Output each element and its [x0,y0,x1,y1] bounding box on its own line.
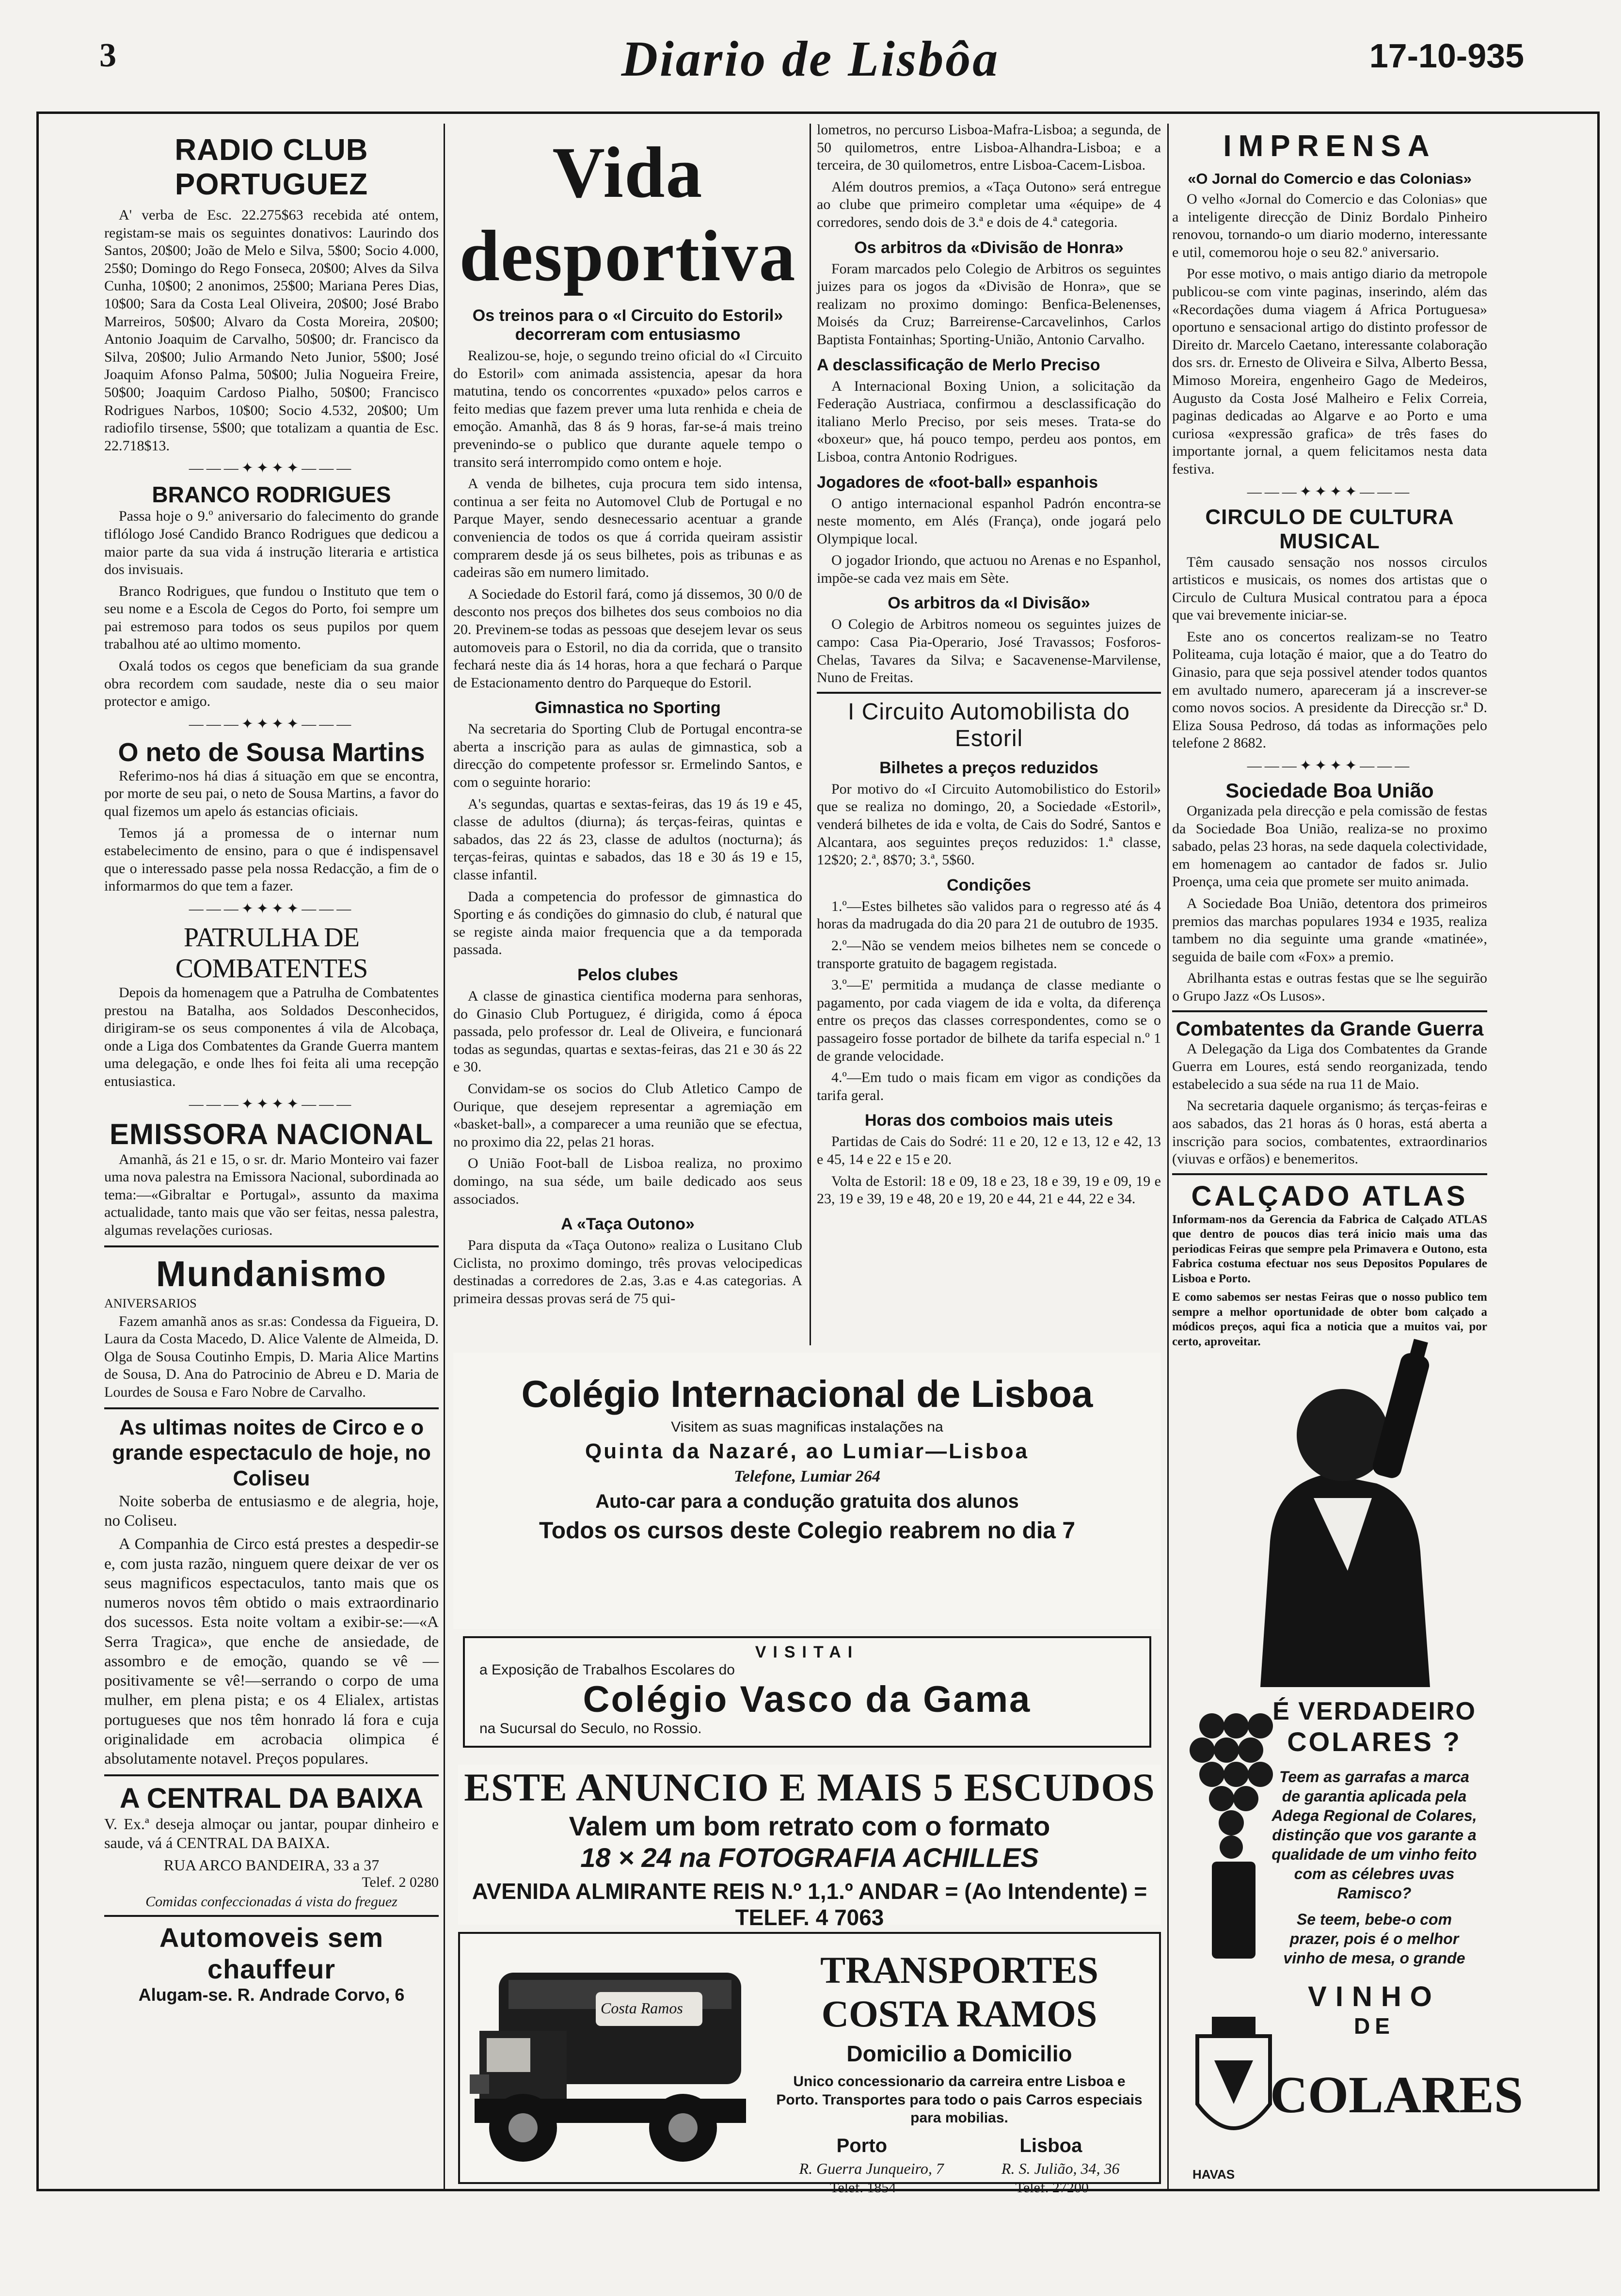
headline: Combatentes da Grande Guerra [1176,1017,1484,1040]
ad-title: TRANSPORTES COSTA RAMOS [820,1949,1098,2035]
ad-text-block [1270,1697,1478,2039]
ad-line: Unico concessionario da carreira entre Lisboa e Porto. Transportes para todo o pais Carros especiais para mobilias. [776,2073,1143,2126]
ad-paragraph: Teem as garrafas a marca de garantia aplicada pela Adega Regional de Colares, distinção que vos garante a qualidade de um vinho feito com as célebres uvas Ramisco? [1271,1768,1477,1902]
divider [1172,1010,1487,1012]
headline: CALÇADO ATLAS [1191,1180,1468,1212]
subheading: Pelos clubes [577,966,678,984]
phone-porto: Telef. 1854 [830,2179,896,2196]
article-calcado [1172,1180,1487,1350]
column-rule [444,1345,445,2191]
ornament-divider: ———✦✦✦✦——— [189,716,354,732]
article-paragraph: Têm causado sensação nos nossos circulos artisticos e musicais, os nomes dos artistas que o Circulo de Cultura Musical contratou para a época que vai brevemente iniciar-se. [1172,554,1487,623]
ad-central-baixa [104,1782,439,1910]
agency-signature: HAVAS [1192,2167,1235,2182]
headline: Mundanismo [156,1253,387,1294]
ad-line: Valem um bom retrato com o formato [569,1811,1050,1841]
article-paragraph: Amanhã, ás 21 e 15, o sr. dr. Mario Monteiro vai fazer uma nova palestra na Emissora Nacional, subordinada ao tema:—«Gibraltar e Portugal», assunto da maxima actualidade, tanto mais que vão ser feitas, nessa palestra, algumas revelações curiosas. [104,1151,439,1238]
article-paragraph: 3.º—E' permitida a mudança de classe mediante o pagamento, por cada viagem de ida e volta, da diferença entre os preços das classes correspondentes, como se o passageiro fosse portador de bilhete da tarifa especial n.º 1 de grande velocidade. [817,977,1161,1064]
truck-sign: Costa Ramos [601,1999,683,2017]
article-paragraph: Por motivo do «I Circuito Automobilistico do Estoril» que se realiza no domingo, 20, a Sociedade «Estoril», venderá bilhetes de ida e volta, de Cais do Sodré, Santos e Alcantara, aos seguintes preços reduzidos: 1.ª classe, 12$20; 2.ª, 8$70; 3.ª, 5$60. [817,781,1161,868]
ad-question: É VERDADEIRO [1272,1697,1476,1725]
headline: O neto de Sousa Martins [118,737,425,767]
divider [104,1407,439,1409]
headline: Automoveis sem chauffeur [159,1922,384,1985]
article-paragraph: O jogador Iriondo, que actuou no Arenas e no Espanhol, impõe-se cada vez mais em Sète. [817,552,1161,586]
column-1 [104,121,439,2186]
article-paragraph: Organizada pela direcção e pela comissão de festas da Sociedade Boa União, realiza-se no proximo sabado, pelas 23 horas, na sede daquela colectividade, em homenagem ao cantador de fados sr. Julio Proença, uma ceia que promete ser muito animada. [1172,803,1487,890]
article-paragraph: Abrilhanta estas e outras festas que se lhe seguirão o Grupo Jazz «Os Lusos». [1172,970,1487,1004]
ad-line: Quinta da Nazaré, ao Lumiar—Lisboa [585,1439,1029,1463]
article-paragraph: Por esse motivo, o mais antigo diario da metropole publicou-se com vinte paginas, inserindo, além das «Recordações duma viagem á Africa Portuguesa» oportuno e sensacional artigo do distinto professor de Direito dr. Marcelo Caetano, interessante colaboração dos srs. dr. Ernesto de Oliveira e Silva, Alberto Bessa, Mimoso Moreira, engenheiro Gago de Medeiros, Augusto da Costa José Malheiro e Felix Correia, paginas dedicadas ao Algarve e ao Porto e uma curiosa «expressão grafica» de três fases do importante jornal, a quem felicitamos nesta data festiva. [1172,266,1487,477]
ad-line: AVENIDA ALMIRANTE REIS N.º 1,1.º ANDAR = (Ao Intendente) = TELEF. 4 7063 [472,1879,1147,1930]
article-paragraph: Referimo-nos há dias á situação em que se encontra, por morte de seu pai, o neto de Sousa Martins, a favor do qual fizemos um apelo ás estancias oficiais. [104,767,439,820]
ornament-divider: ———✦✦✦✦——— [189,1096,354,1112]
headline: EMISSORA NACIONAL [109,1117,434,1150]
article-paragraph: Noite soberba de entusiasmo e de alegria, hoje, no Coliseu. [104,1492,439,1530]
ad-line: 18 × 24 na FOTOGRAFIA ACHILLES [580,1842,1039,1873]
city-lisboa: Lisboa [1019,2135,1082,2156]
headline: As ultimas noites de Circo e o grande espectaculo de hoje, no Coliseu [112,1415,431,1491]
ad-line: a Exposição de Trabalhos Escolares do [479,1662,735,1678]
article-paragraph: 1.º—Estes bilhetes são validos para o regresso até ás 4 horas da madrugada do dia 20 para 21 de outubro de 1935. [817,898,1161,932]
column-3 [817,121,1161,1343]
divider [104,1774,439,1776]
article-mundanismo [104,1253,439,1402]
article-paragraph: E como sabemos ser nestas Feiras que o nosso publico tem sempre a melhor oportunidade de obter bom calçado a módicos preços, aqui fica a noticia que a muitos vai, por certo, aproveitar. [1172,1291,1487,1348]
grapes-illustration [1183,1706,1280,1959]
article-paragraph: Dada a competencia do professor de gimnastica do Sporting e ás condições do gimnasio do club, é natural que se registe ainda maior frequencia que a da temporada passada. [453,888,802,958]
article-paragraph: Partidas de Cais do Sodré: 11 e 20, 12 e 13, 12 e 42, 13 e 45, 14 e 22 e 15 e 20. [817,1133,1161,1167]
ad-text: V. Ex.ª deseja almoçar ou jantar, poupar dinheiro e saude, vá á CENTRAL DA BAIXA. [104,1815,439,1852]
article-paragraph: Informam-nos da Gerencia da Fabrica de Calçado ATLAS que dentro de poucos dias terá inicio mais uma das periodicas Feiras que sempre pela Primavera e Outono, esta Fabrica costuma efectuar nos seus Depositos Populares de Lisboa e Porto. [1172,1212,1487,1285]
subheading: Condições [947,876,1031,894]
article-paragraph: Este ano os concertos realizam-se no Teatro Politeama, cuja lotação é maior, que a do Teatro do Ginasio, para que seja possivel atender todos quantos em avultado numero, apareceram já a inscrever-se como novos socios. A presidente da Direcção sr.ª D. Eliza Sousa Pedroso, dá todas as informações pelo telefone 2 8682. [1172,628,1487,751]
city-porto: Porto [836,2135,888,2156]
section-headline: Vida desportiva [459,132,796,296]
headline: PATRULHA DE COMBATENTES [175,923,368,984]
subheading: Horas dos comboios mais uteis [864,1111,1113,1130]
truck-illustration [470,1953,761,2176]
article-paragraph: Foram marcados pelo Colegio de Arbitros os seguintes juizes para os jogos da «Divisão de Honra», que se realizam no proximo domingo: Benfica-Belenenses, Moisés da Cruz; Barreirense-Carcavelinhos, Carlos Baptista Fontainhas; Sporting-União, Antonio Carvalho. [817,260,1161,348]
ornament-divider: ———✦✦✦✦——— [1247,758,1413,774]
ad-tagline: Comidas confeccionadas á vista do freguez [145,1894,397,1910]
issue-date: 17-10-935 [1369,37,1524,75]
ad-address: RUA ARCO BANDEIRA, 33 a 37 [163,1856,380,1874]
ornament-divider: ———✦✦✦✦——— [1247,483,1413,500]
ad-vinho-colares [1173,1328,1524,2186]
newspaper-title: Diario de Lisbôa [621,31,1000,87]
column-2 [453,121,802,1343]
article-paragraph: A's segundas, quartas e sextas-feiras, das 19 ás 19 e 45, classe de adultos (diurna); ás terças-feiras, quintas e sabados, das 22 ás 23, classe de adultos (nocturna); ás terças-feiras, quintas e sabados, das 18 e 30 ás 19 e 15, classe infantil. [453,796,802,883]
ad-word: VINHO [1308,1981,1441,2012]
ad-subtitle: Domicilio a Domicilio [846,2041,1072,2066]
ad-question: COLARES ? [1287,1726,1462,1757]
article-body: A' verba de Esc. 22.275$63 recebida até ontem, registam-se mais os seguintes donativos: Laurindo dos Santos, 20$00; João de Melo e Silva, 5$00; Socio 4.000, 25$0; Domingo do Rego Fonseca, 20$00; Alves da Silva Cunha, 10$00; 2 anonimos, 25$00; Mariana Peres Dias, 10$00; Sara da Costa Leal Oliveira, 20$00; José Brabo Marreiros, 50$00; Alvaro da Costa Moreira, 20$00; Antonio Joaquim de Carvalho, 50$00; dr. Francisco da Silva, 20$00; Julio Armando Neto Junior, 5$00; José Joaquim Afonso Palma, 50$00; Julia Nogueira Freire, 50$00; Joaquim Cardoso Pialho, 50$00; Francisco Rodrigues Narbos, 10$00; Socio 4.532, 20$00; Um radiofilo tirsense, 5$00; que totalizam a quantia de Esc. 22.718$13. [104,207,439,454]
wine-man-illustration [1202,1338,1474,1687]
ad-line: Telefone, Lumiar 264 [734,1467,880,1485]
article-paragraph: Realizou-se, hoje, o segundo treino oficial do «I Circuito do Estoril» com animada assistencia, apesar da hora matutina, tendo os concorrentes «puxado» pelos carros e feito medias que fazem prever uma luta renhida e cheia de emoção. Amanhã, das 8 ás 9 horas, far-se-á mais treino prevenindo-se o publico que durante aquele tempo o transito será interrompido como ontem e hoje. [453,348,802,470]
article-paragraph: Na secretaria do Sporting Club de Portugal encontra-se aberta a inscrição para as aulas de gimnastica, sob a direcção do competente professor sr. Ermelindo Santos, e com o seguinte horario: [453,721,802,791]
article-paragraph: Oxalá todos os cegos que beneficiam da sua grande obra recordem com saudade, neste dia o seu maior protector e amigo. [104,658,439,710]
article-branco-rodrigues [104,481,439,711]
headline: CIRCULO DE CULTURA MUSICAL [1205,505,1454,553]
divider [817,692,1161,694]
article-circulo [1172,505,1487,753]
article-imprensa [1172,129,1487,478]
article-paragraph: A Companhia de Circo está prestes a despedir-se e, com justa razão, ninguem quere deixar de ver os seus magnificos espectaculos, tanto mais que os numeros novos têm obtido o mais extraordinario dos sucessos. Esta noite voltam a exibir-se:—«A Serra Tragica», que enche de ansiedade, de assombro e de emoção, quando se vê —positivamente se vê!—serrando o corpo de uma mulher, em plena pista; e os 4 Elialex, artistas portugueses que nos têm honrado lá fora e cuja originalidade em acrobacia olimpica é absolutamente notavel. Preços populares. [104,1535,439,1768]
article-paragraph: A Internacional Boxing Union, a solicitação da Federação Austriaca, confirmou a desclassificação do italiano Merlo Preciso, por seis meses. Trata-se do «boxeur» que, há pouco tempo, perdeu aos pontos, em Lisboa, contra Antonio Rodrigues. [817,378,1161,465]
article-paragraph: Passa hoje o 9.º aniversario do falecimento do grande tiflólogo José Candido Branco Rodrigues que dedicou a maior parte da sua vida á instrução literaria e artistica dos invisuais. [104,508,439,578]
ad-paragraph: Se teem, bebe-o com prazer, pois é o melhor vinho de mesa, o grande [1283,1911,1465,1967]
subheading: Os arbitros da «I Divisão» [888,594,1090,613]
article-paragraph: Para disputa da «Taça Outono» realiza o Lusitano Club Ciclista, no proximo domingo, três provas velocipedicas destinadas a corredores de 2.as, 3.as e 4.as categorias. A primeira dessas provas será de 75 qui- [453,1237,802,1307]
subheading: Gimnastica no Sporting [535,699,721,718]
ad-brand: COLARES [1270,2066,1524,2124]
subheading: Bilhetes a preços reduzidos [879,758,1098,777]
article-paragraph: 4.º—Em tudo o mais ficam em vigor as condições da tarifa geral. [817,1069,1161,1103]
column-rule [810,124,811,1345]
subheading: A desclassificação de Merlo Preciso [817,355,1100,374]
article-sousa-martins [104,737,439,895]
divider [104,1245,439,1247]
article-paragraph: Convidam-se os socios do Club Atletico Campo de Ourique, que desejem representar a agremiação em «basket-ball», a comparecer a uma reunião que se efectua, no proximo dia 22, pelas 21 horas. [453,1080,802,1150]
article-paragraph: lometros, no percurso Lisboa-Mafra-Lisboa; a segunda, de 50 quilometros, entre Lisboa-Alhandra-Lisboa; e a terceira, de 30 quilometros, entre Lisboa-Cacem-Lisboa. [817,122,1161,174]
headline: Sociedade Boa União [1225,779,1434,802]
article-boa-uniao [1172,779,1487,1005]
column-4 [1172,121,1487,1348]
ad-line: Alugam-se. R. Andrade Corvo, 6 [138,1985,405,2005]
article-paragraph: Branco Rodrigues, que fundou o Instituto que tem o seu nome e a Escola de Cegos do Porto, foi sempre um pai estremoso para todos os seus pupilos por quem trabalhou até ao ultimo momento. [104,583,439,653]
ad-colegio-internacional [453,1353,1161,1629]
article-paragraph: O Colegio de Arbitros nomeou os seguintes juizes de campo: Casa Pia-Operario, José Travassos; Fosforos-Chelas, Tavares da Silva; e Sacavenense-Marvilense, Nuno de Freitas. [817,616,1161,686]
coat-of-arms-icon [1188,2017,1280,2162]
ad-transportes-costa-ramos [458,1932,1161,2196]
article-paragraph: A Sociedade Boa União, detentora dos primeiros premios das marchas populares 1934 e 1935, realiza tambem no dia seguinte uma grande «matinée», seguida de baile com «Fox» a premio. [1172,895,1487,965]
headline: A CENTRAL DA BAIXA [119,1783,424,1815]
article-circo [104,1415,439,1769]
ornament-divider: ———✦✦✦✦——— [189,460,354,477]
ad-title: Colégio Internacional de Lisboa [521,1372,1093,1415]
headline: RADIO CLUB PORTUGUEZ [175,133,368,201]
article-paragraph: Fazem amanhã anos as sr.as: Condessa da Figueira, D. Laura da Costa Macedo, D. Alice Valente de Almeida, D. Olga de Sousa Coutinho Empis, D. Maria Alice Martins de Sousa, D. Ana do Patrocinio de Abreu e D. Maria de Lourdes de Sousa e Faro Nobre de Carvalho. [104,1313,439,1400]
article-combatentes [1172,1017,1487,1168]
article-paragraph: 2.º—Não se vendem meios bilhetes nem se concede o transporte gratuito de bagagem registada. [817,938,1161,972]
subheading: A «Taça Outono» [561,1215,695,1234]
column-rule [1167,124,1169,2189]
article-patrulha [104,922,439,1091]
article-paragraph: O antigo internacional espanhol Padrón encontra-se neste momento, em Alés (França), onde jogará pelo Olympique local. [817,495,1161,547]
article-paragraph: Além doutros premios, a «Taça Outono» será entregue ao clube que primeiro completar uma «équipe» de 4 corredores, sendo dois de 3.ª e dois de 4.ª categoria. [817,178,1161,230]
ad-text-block [770,1948,1148,2196]
ad-title: ESTE ANUNCIO E MAIS 5 ESCUDOS [464,1765,1155,1809]
subheading: Os arbitros da «Divisão de Honra» [854,238,1124,257]
article-paragraph: Volta de Estoril: 18 e 09, 18 e 23, 18 e 39, 19 e 09, 19 e 23, 19 e 39, 19 e 48, 20 e 19, 20 e 44, 21 e 44, 22 e 34. [817,1173,1161,1207]
page-number: 3 [99,37,116,74]
column-rule [444,124,445,1345]
article-paragraph: A classe de ginastica cientifica moderna para senhoras, do Ginasio Club Portuguez, é dirigida, como á época passada, pelo professor dr. Leal de Oliveira, e funcionará todas as segundas, quartas e sextas-feiras, das 21 e 30 ás 22 e 30. [453,988,802,1075]
divider [104,1915,439,1917]
article-paragraph: A Delegação da Liga dos Combatentes da Grande Guerra em Loures, está sendo reorganizada, tendo estabelecido a sua séde na rua 11 de Maio. [1172,1040,1487,1092]
ad-fotografia-achilles [458,1765,1161,1930]
headline: BRANCO RODRIGUES [152,482,391,508]
ad-automoveis [104,1922,439,2005]
address-porto: R. Guerra Junqueiro, 7 [799,2159,944,2177]
masthead [0,0,1621,116]
ornament-divider: ———✦✦✦✦——— [189,901,354,917]
article-emissora [104,1117,439,1240]
article-paragraph: O União Foot-ball de Lisboa realiza, no proximo domingo, na sua séde, um baile dedicado aos seus associados. [453,1155,802,1207]
ad-title: Colégio Vasco da Gama [583,1679,1032,1720]
article-paragraph: Depois da homenagem que a Patrulha de Combatentes prestou na Batalha, aos Soldados Desconhecidos, dirigiram-se os seus componentes á vila de Alcobaça, onde a Liga dos Combatentes da Grande Guerra mantem uma delegação, e onde lhes foi feita ali uma recepção entusiastica. [104,985,439,1089]
subheading: Jogadores de «foot-ball» espanhois [817,473,1098,492]
ad-word: DE [1354,2013,1395,2039]
kicker: ANIVERSARIOS [104,1296,197,1310]
address-lisboa: R. S. Julião, 34, 36 [1001,2159,1120,2177]
ad-line: Auto-car para a condução gratuita dos alunos [595,1491,1019,1512]
article-paragraph: Temos já a promessa de o internar num estabelecimento de ensino, para o que é indispensavel que o interessado passe pela nossa Redacção, a fim de o informarmos do que tem a fazer. [104,825,439,894]
article-paragraph: A Sociedade do Estoril fará, como já dissemos, 30 0/0 de desconto nos preços dos bilhetes dos seus comboios no dia 20. Previnem-se todas as pessoas que desejem levar os seus automoveis para o Estoril, no dia da corrida, que o transito fechará neste dia ás 14 horas, hora a que fechará o Parque de Estacionamento dentro do Parqueque do Estoril. [453,586,802,691]
ad-line: Todos os cursos deste Colegio reabrem no dia 7 [539,1518,1076,1544]
article-paragraph: O velho «Jornal do Comercio e das Colonias» que a inteligente direcção de Diniz Bordalo Pinheiro renovou, tornando-o um diario moderno, interessante e util, comemorou hoje o seu 82.º aniversario. [1172,191,1487,260]
headline: I Circuito Automobilista do Estoril [848,699,1130,751]
phone-lisboa: Telef. 27200 [1015,2179,1089,2196]
article-radio-club [104,133,439,455]
subheading: «O Jornal do Comercio e das Colonias» [1188,170,1472,187]
article-paragraph: A venda de bilhetes, cuja procura tem sido intensa, continua a ser feita no Automovel Club de Portugal e no Parque Mayer, sendo desnecessario acentuar a grande conveniencia de todos os que á corrida queiram assistir comprarem desde já os seus bilhetes, pois as tribunas e as cadeiras são em numero limitado. [453,476,802,581]
ad-kicker: VISITAI [755,1643,859,1661]
ad-phone: Telef. 2 0280 [362,1874,439,1891]
ad-line: Visitem as suas magnificas instalações na [671,1419,943,1435]
headline: IMPRENSA [1223,129,1436,163]
ad-line: na Sucursal do Seculo, no Rossio. [479,1721,702,1737]
divider [1172,1173,1487,1175]
article-paragraph: Na secretaria daquele organismo; ás terças-feiras e aos sabados, das 21 horas ás 0 horas, está aberta a inscrição para socios, combatentes, extraordinarios (viuvas e orfãos) e benemeritos. [1172,1098,1487,1167]
ad-colegio-vasco-gama [463,1636,1151,1748]
subheading: Os treinos para o «I Circuito do Estoril» decorreram com entusiasmo [472,306,783,344]
